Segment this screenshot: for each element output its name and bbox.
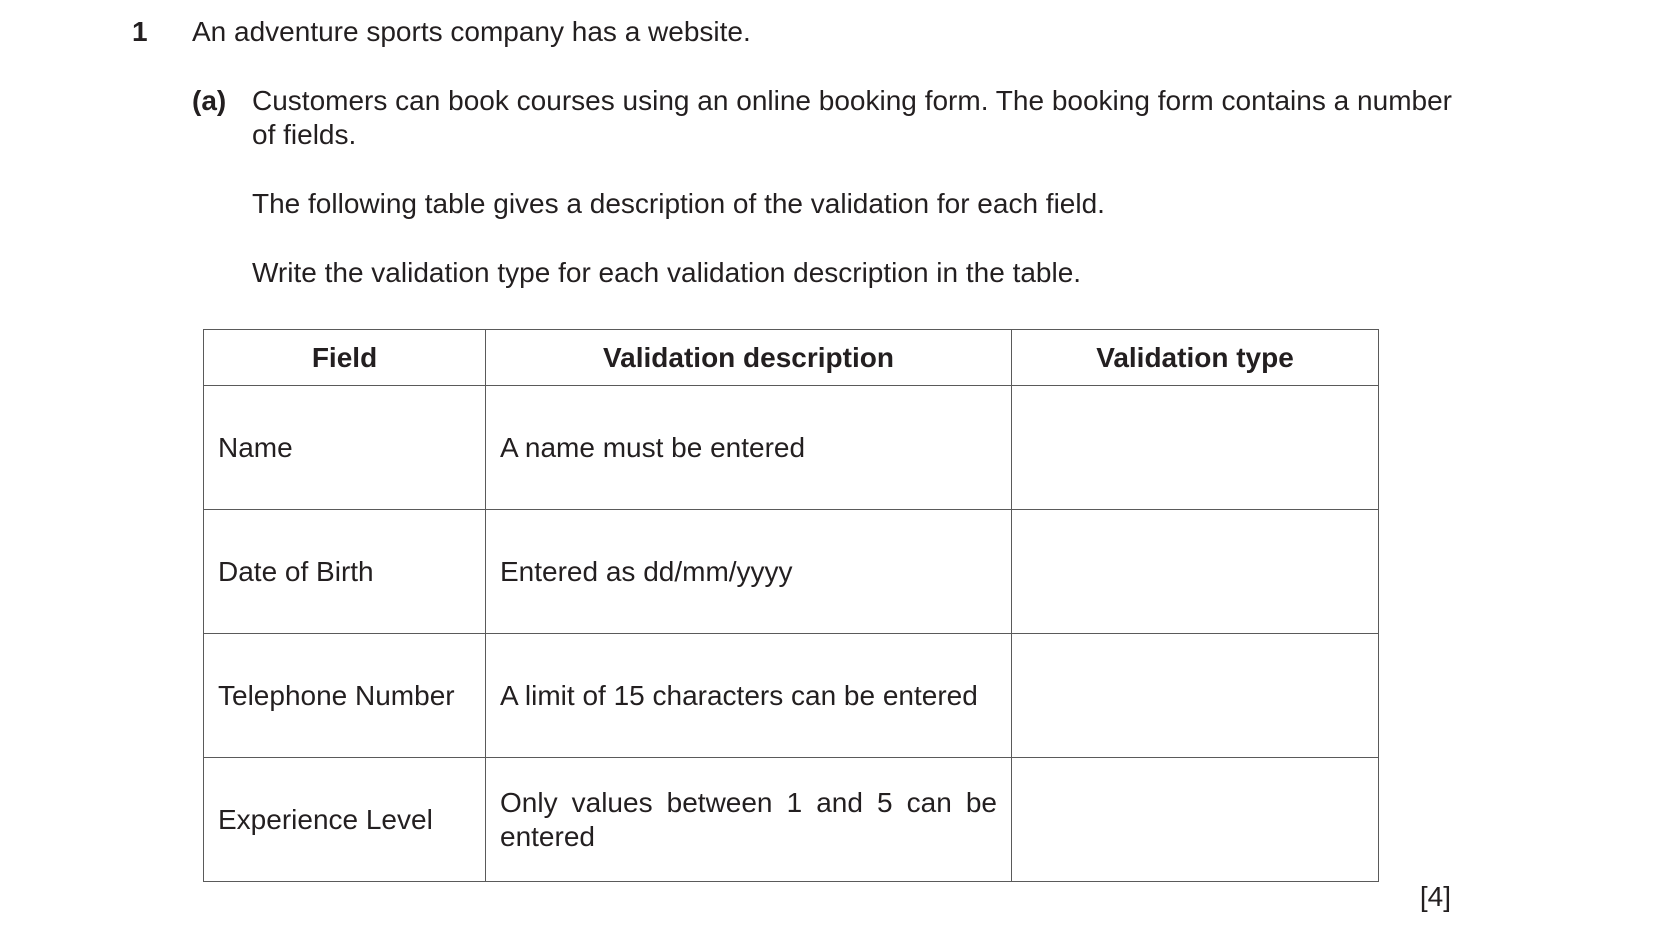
table-row bbox=[204, 510, 1379, 634]
marks-indicator: [4] bbox=[1419, 881, 1451, 912]
description-cell: Only values between 1 and 5 can be entered bbox=[486, 758, 1012, 882]
instruction-paragraph: The following table gives a description of the validation for each field. bbox=[252, 188, 1105, 219]
question-stem: An adventure sports company has a website. bbox=[192, 16, 751, 47]
field-cell: Experience Level bbox=[204, 758, 486, 882]
description-cell: A name must be entered bbox=[486, 386, 1012, 510]
field-cell: Telephone Number bbox=[204, 634, 486, 758]
header-validation-description: Validation description bbox=[486, 330, 1012, 386]
table-row bbox=[204, 386, 1379, 510]
description-cell: A limit of 15 characters can be entered bbox=[486, 634, 1012, 758]
description-cell: Entered as dd/mm/yyyy bbox=[486, 510, 1012, 634]
header-validation-type: Validation type bbox=[1012, 330, 1379, 386]
validation-type-answer-cell[interactable] bbox=[1012, 386, 1379, 510]
question-number: 1 bbox=[132, 16, 148, 47]
field-cell: Date of Birth bbox=[204, 510, 486, 634]
validation-type-answer-cell[interactable] bbox=[1012, 634, 1379, 758]
table-header-row bbox=[204, 330, 1379, 386]
validation-type-answer-cell[interactable] bbox=[1012, 510, 1379, 634]
validation-table bbox=[203, 329, 1379, 882]
instruction-paragraph: Customers can book courses using an online booking form. The booking form contains a number of fields. bbox=[252, 85, 1452, 150]
table-row bbox=[204, 758, 1379, 882]
header-field: Field bbox=[204, 330, 486, 386]
field-cell: Name bbox=[204, 386, 486, 510]
table-row bbox=[204, 634, 1379, 758]
validation-type-answer-cell[interactable] bbox=[1012, 758, 1379, 882]
instruction-paragraph: Write the validation type for each validation description in the table. bbox=[252, 257, 1082, 288]
part-label: (a) bbox=[192, 85, 227, 116]
